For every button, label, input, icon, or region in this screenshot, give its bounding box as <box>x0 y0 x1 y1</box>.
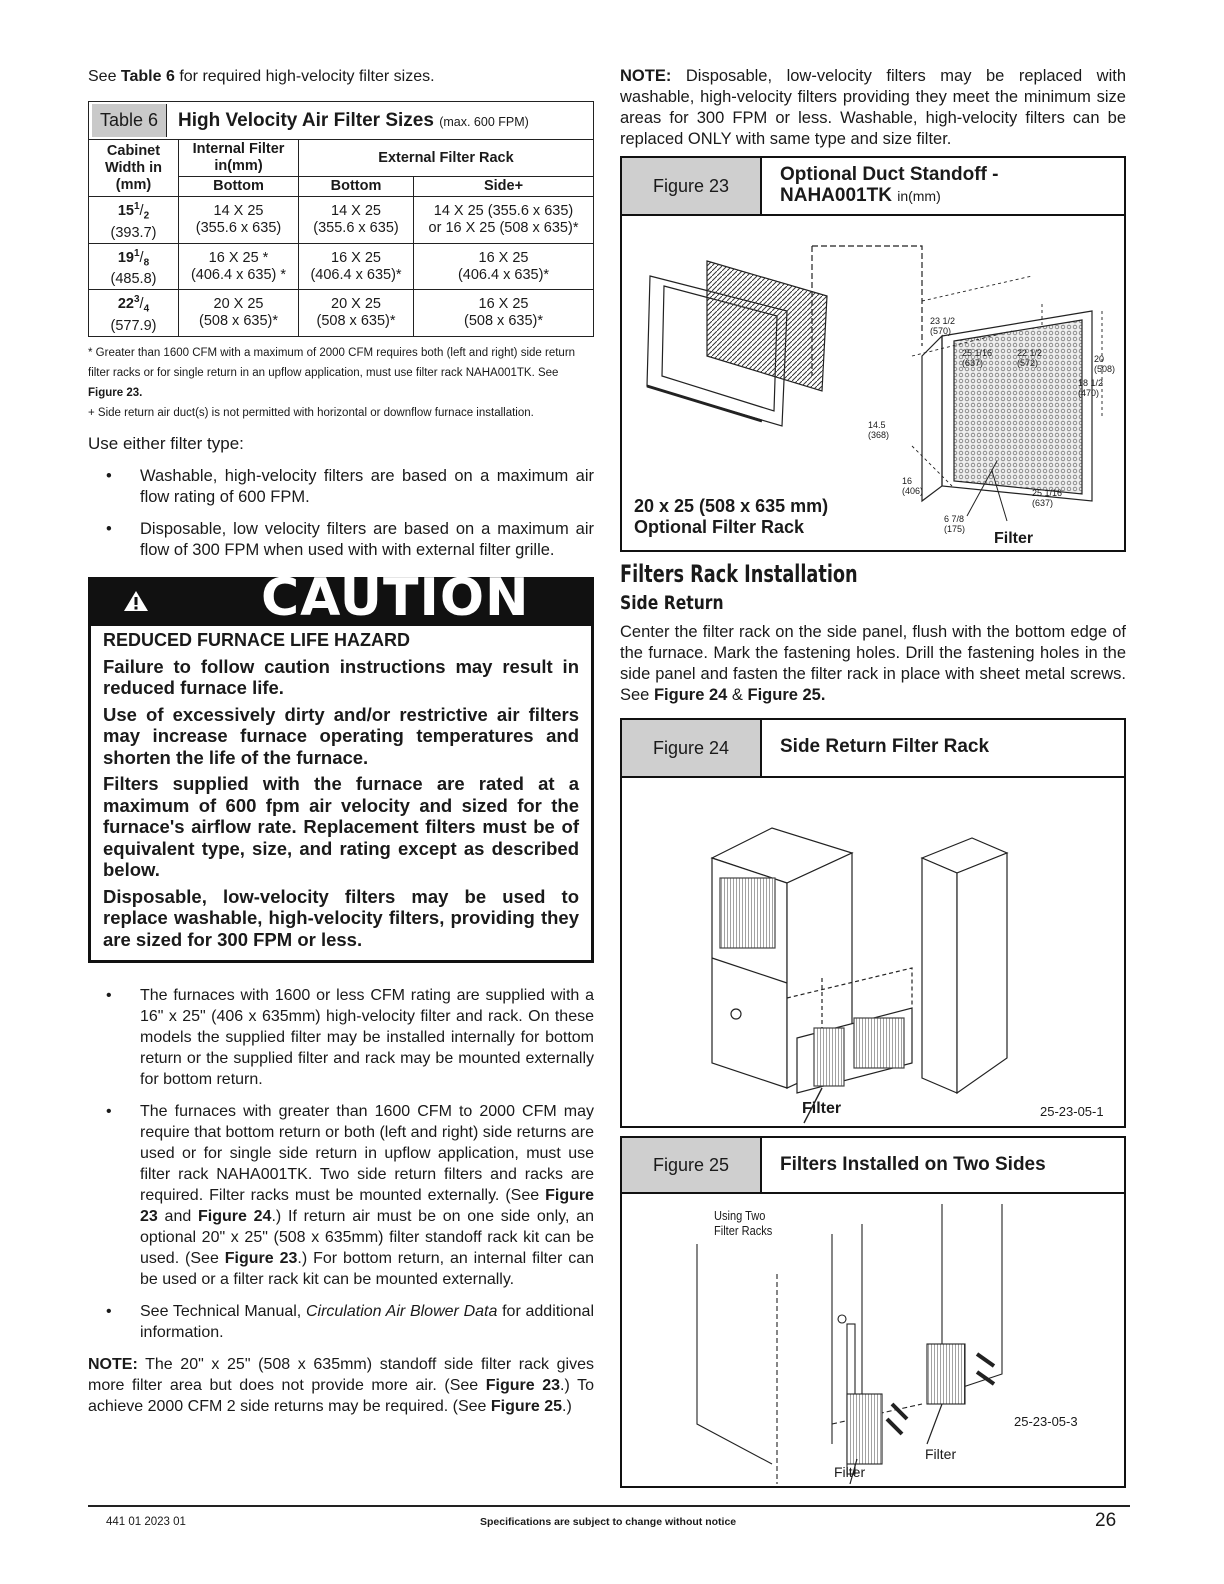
page-number: 26 <box>1095 1510 1117 1531</box>
th-side: Side+ <box>414 177 594 197</box>
figure-25-tag: Figure 25 <box>622 1138 762 1192</box>
footer-notice: Specifications are subject to change without notice <box>480 1516 737 1528</box>
list-item: • Disposable, low velocity filters are based on a maximum air flow of 300 FPM when used with with external filter grille. <box>88 519 594 561</box>
filter-type-list <box>88 466 594 561</box>
figure-24 <box>620 718 1126 1128</box>
dim-label: 23 1/2 (570) <box>930 316 956 336</box>
table6-footnote-2: + Side return air duct(s) is not permitted with horizontal or downflow furnace installation. <box>88 407 534 420</box>
caution-p3: Filters supplied with the furnace are rated at a maximum of 600 fpm air velocity and sized for the furnace's airflow rate. Replacement filters must be of equivalent type, size, and rating except as described below. <box>103 773 579 881</box>
dim-label: 6 7/8 (175) <box>944 514 966 534</box>
furnace-list <box>88 985 594 1343</box>
caution-p1: Failure to follow caution instructions may result in reduced furnace life. <box>103 655 579 699</box>
th-bottom-ext: Bottom <box>299 177 414 197</box>
table-row: $19^1/_8$ (485.8) 16 X 25 * (406.4 x 635) * 16 X 25 (406.4 x 635)* 16 X 25 (406.4 x 635)* <box>89 243 594 290</box>
table6-header <box>88 101 594 139</box>
note-right: NOTE: Disposable, low-velocity filters may be replaced with washable, high-velocity filters providing they meet the minimum size areas for 300 FPM or less. Washable, high-velocity filters can be replaced ONLY with same type and size filter. <box>620 67 1126 148</box>
footer-doc-number: 441 01 2023 01 <box>106 1516 186 1528</box>
dim-label: 18 1/2 (470) <box>1078 378 1104 398</box>
side-return-drawing <box>622 778 1124 1126</box>
th-internal: Internal Filter in(mm) <box>179 140 299 177</box>
figure-25 <box>620 1136 1126 1488</box>
caution-hazard: REDUCED FURNACE LIFE HAZARD <box>103 630 410 651</box>
caution-word: CAUTION <box>261 568 530 629</box>
figure-24-filter-label: Filter <box>802 1100 842 1117</box>
section-text: Center the filter rack on the side panel, flush with the bottom edge of the furnace. Mark the fastening holes. Drill the fastening holes in the side panel and fasten the filter rack in place with sheet metal screws. See Figure 24 & Figure 25. <box>620 623 1126 704</box>
section-heading: Filters Rack Installation <box>620 560 858 588</box>
caution-p2: Use of excessively dirty and/or restrictive air filters may increase furnace operating temperatures and shorten the life of the furnace. <box>103 703 579 768</box>
dim-label: 25 1/16 (637) <box>962 348 993 368</box>
figure-25-title: Filters Installed on Two Sides <box>780 1154 1046 1175</box>
dim-label: 16 (406) <box>902 476 924 496</box>
use-either-text: Use either filter type: <box>88 434 244 454</box>
figure-25-using: Using Two Filter Racks <box>714 1208 773 1238</box>
table-row: $15^1/_2$ (393.7) 14 X 25 (355.6 x 635) 14 X 25 (355.6 x 635) 14 X 25 (355.6 x 635) or 16 X 25 (508 x 635)* <box>89 197 594 244</box>
figure-25-filter-label-1: Filter <box>834 1464 866 1480</box>
figure-24-title: Side Return Filter Rack <box>780 736 990 757</box>
table6-title: High Velocity Air Filter Sizes (max. 600 FPM) <box>178 109 529 131</box>
caution-box <box>88 568 594 963</box>
figure-24-header <box>622 720 1124 778</box>
figure-25-filter-label-2: Filter <box>925 1446 957 1462</box>
footer-rule <box>88 1505 1130 1507</box>
table6-link[interactable]: Table 6 <box>120 68 175 85</box>
table-row: $22^3/_4$ (577.9) 20 X 25 (508 x 635)* 20 X 25 (508 x 635)* 16 X 25 (508 x 635)* <box>89 290 594 337</box>
figure-23 <box>620 156 1126 552</box>
warning-triangle-icon <box>123 590 149 612</box>
left-column <box>88 66 594 1417</box>
list-item: • The furnaces with greater than 1600 CFM to 2000 CFM may require that bottom return or both (left and right) side returns are used or for single side return in upflow application, must use filter rack NAHA001TK. Two side return filters and racks are required. Filter racks must be mounted externally. (See Figure 23 and Figure 24.) If return air must be on one side only, an optional 20" x 25" (508 x 635mm) filter standoff rack kit can be used. (See Figure 23.) For bottom return, an internal filter can be used or a filter rack kit can be mounted externally. <box>88 1101 594 1290</box>
caution-p4: Disposable, low-velocity filters may be used to replace washable, high-velocity filters, providing they are sized for 300 FPM or less. <box>103 885 579 950</box>
two-sides-drawing <box>622 1194 1124 1486</box>
intro-text: See Table 6 for required high-velocity filter sizes. <box>88 68 435 85</box>
dim-label: 22 1/2 (572) <box>1017 348 1043 368</box>
figure-25-code: 25-23-05-3 <box>1014 1414 1078 1429</box>
figure-25-header <box>622 1138 1124 1194</box>
caution-body <box>91 626 591 950</box>
table6-tag: Table 6 <box>92 104 167 137</box>
th-external: External Filter Rack <box>299 140 594 177</box>
section-subheading: Side Return <box>620 592 724 614</box>
right-column <box>620 66 1126 1488</box>
caution-bar <box>91 568 591 629</box>
table6 <box>88 139 594 337</box>
list-item: • See Technical Manual, Circulation Air Blower Data for additional information. <box>88 1301 594 1343</box>
list-item: • Washable, high-velocity filters are based on a maximum air flow rating of 600 FPM. <box>88 466 594 508</box>
figure-23-filter-label: Filter <box>994 530 1034 547</box>
table6-footnote-1: * Greater than 1600 CFM with a maximum of 2000 CFM requires both (left and right) side return filter racks or for single return in an upflow application, must use filter rack NAHA001TK. See Figure 23. <box>88 347 576 400</box>
dim-label: 25 1/16 (637) <box>1032 488 1063 508</box>
note-left: NOTE: The 20" x 25" (508 x 635mm) standoff side filter rack gives more filter area but does not provide more air. (See Figure 23.) To achieve 2000 CFM 2 side returns may be required. (See Figure 25.) <box>88 1356 595 1416</box>
figure-24-tag: Figure 24 <box>622 720 762 776</box>
figure-23-title: Optional Duct Standoff - NAHA001TK in(mm) <box>780 164 999 206</box>
th-bottom-int: Bottom <box>179 177 299 197</box>
figure-23-header <box>622 158 1124 216</box>
dim-label: 14.5 (368) <box>868 420 890 440</box>
list-item: • The furnaces with 1600 or less CFM rating are supplied with a 16" x 25" (406 x 635mm) high-velocity filter and rack. On these models the supplied filter may be installed internally for bottom return or the supplied filter and rack may be mounted externally for bottom return. <box>88 985 594 1090</box>
th-cabinet: Cabinet Width in (mm) <box>89 140 179 197</box>
dim-label: 20 (508) <box>1094 354 1116 374</box>
figure-23-caption: 20 x 25 (508 x 635 mm) Optional Filter Rack <box>634 496 829 537</box>
figure-23-tag: Figure 23 <box>622 158 762 214</box>
figure-24-code: 25-23-05-1 <box>1040 1104 1104 1119</box>
